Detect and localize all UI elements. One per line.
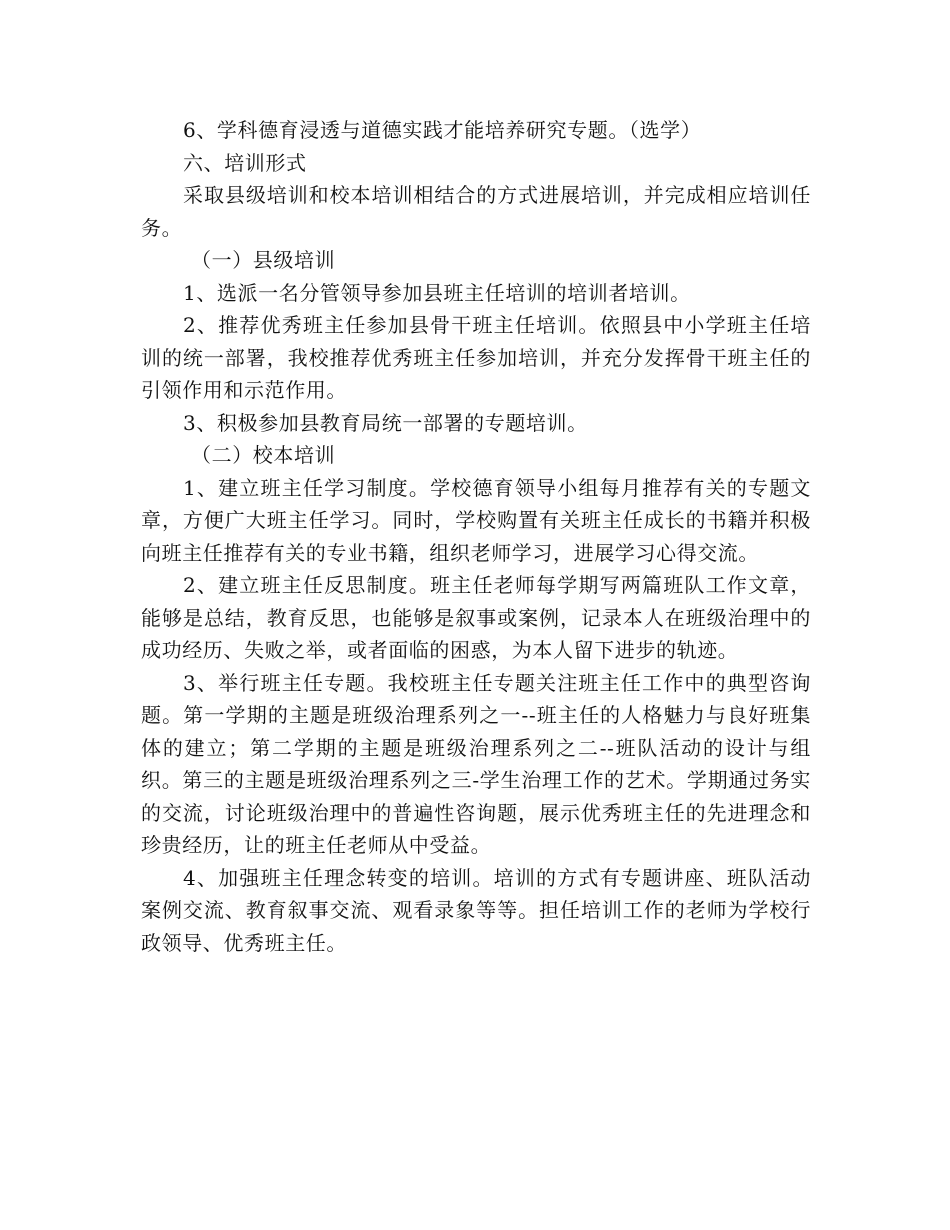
paragraph-school-item-2: 2、建立班主任反思制度。班主任老师每学期写两篇班队工作文章，能够是总结，教育反思，也能够是叙事或案例，记录本人在班级治理中的成功经历、失败之举，或者面临的困惑，为本人留下进步的轨迹。 xyxy=(141,573,811,662)
document-body xyxy=(141,114,811,959)
paragraph-school-item-4: 4、加强班主任理念转变的培训。培训的方式有专题讲座、班队活动案例交流、教育叙事交流、观看录象等等。担任培训工作的老师为学校行政领导、优秀班主任。 xyxy=(141,865,811,955)
paragraph-elective-topic-6: 6、学科德育浸透与道德实践才能培养研究专题。（选学） xyxy=(183,118,702,142)
paragraph-county-item-1: 1、选派一名分管领导参加县班主任培训的培训者培训。 xyxy=(183,280,691,305)
section-heading-training-form: 六、培训形式 xyxy=(183,150,307,175)
paragraph-county-item-3: 3、积极参加县教育局统一部署的专题培训。 xyxy=(183,410,588,435)
subheading-school-training: （二）校本培训 xyxy=(191,443,336,467)
paragraph-school-item-1: 1、建立班主任学习制度。学校德育领导小组每月推荐有关的专题文章，方便广大班主任学习。同时，学校购置有关班主任成长的书籍并积极向班主任推荐有关的专业书籍，组织老师学习，进展学习心得交流。 xyxy=(141,475,811,565)
paragraph-county-item-2: 2、推荐优秀班主任参加县骨干班主任培训。依照县中小学班主任培训的统一部署，我校推荐优秀班主任参加培训，并充分发挥骨干班主任的引领作用和示范作用。 xyxy=(141,313,811,402)
paragraph-school-item-3: 3、举行班主任专题。我校班主任专题关注班主任工作中的典型咨询题。第一学期的主题是班级治理系列之一--班主任的人格魅力与良好班集体的建立；第二学期的主题是班级治理系列之二--班队活动的设计与组织。第三的主题是班级治理系列之三-学生治理工作的艺术。学期通过务实的交流，讨论班级治理中的普遍性咨询题，展示优秀班主任的先进理念和珍贵经历，让的班主任老师从中受益。 xyxy=(141,670,811,857)
subheading-county-training: （一）县级培训 xyxy=(191,248,336,272)
paragraph-training-method: 采取县级培训和校本培训相结合的方式进展培训，并完成相应培训任务。 xyxy=(141,183,811,240)
